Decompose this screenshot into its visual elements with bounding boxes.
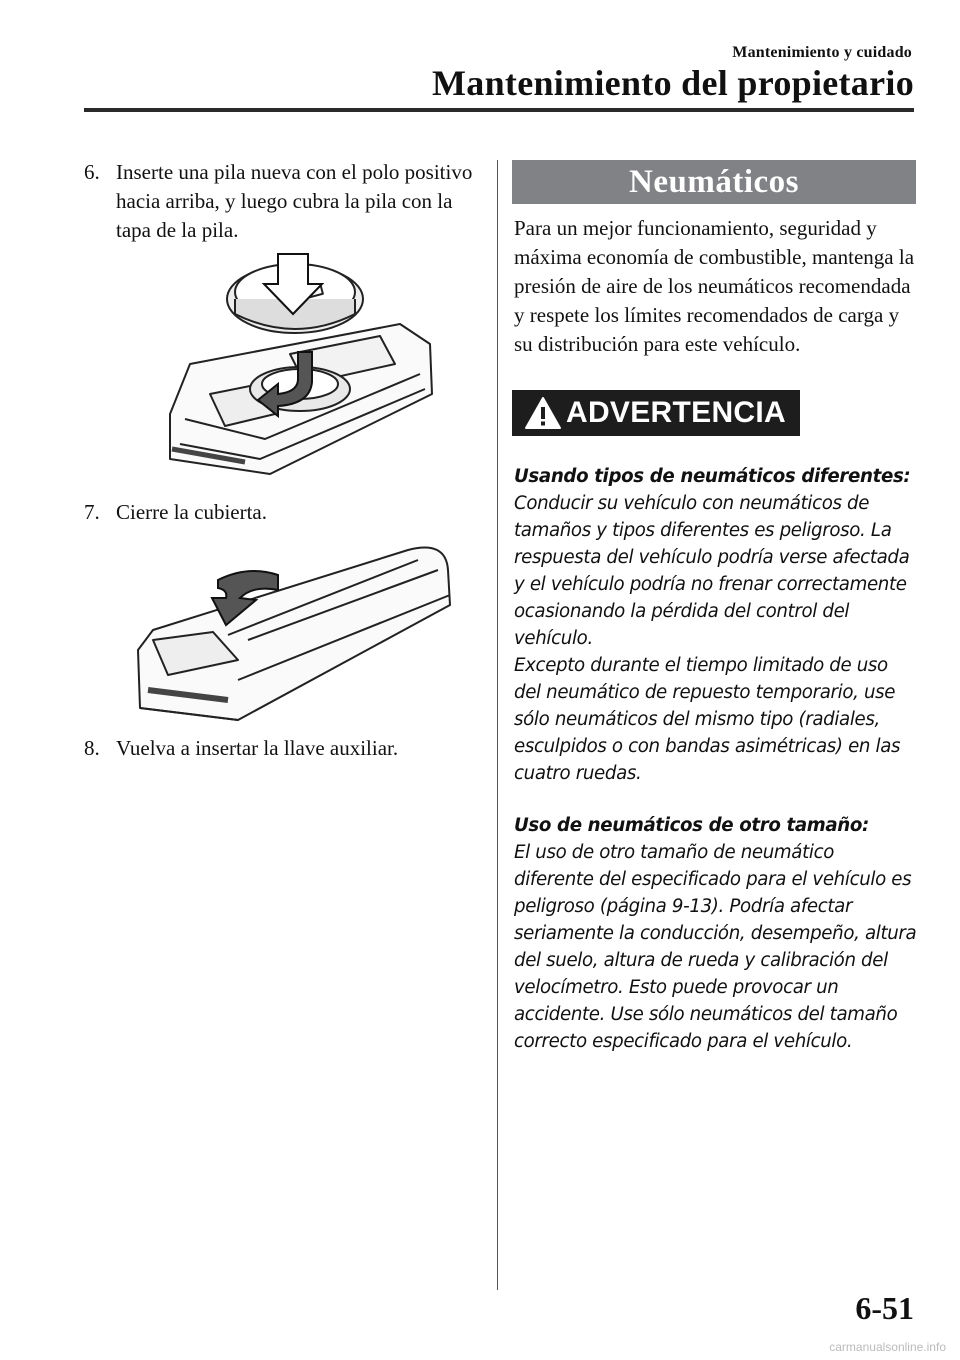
- warning-2-paragraph-1: El uso de otro tamaño de neumático diferente del especificado para el vehículo es peligroso (página 9-13). Podría afectar seriamente la conducción, desempeño, altura del suelo, altura de rueda y calibración del velocímetro. Esto puede provocar un accidente. Use sólo neumáticos del tamaño correcto especificado para el vehículo.: [514, 842, 917, 1052]
- step-8: [84, 734, 516, 763]
- warning-triangle-icon: [524, 396, 562, 430]
- warning-label: [512, 390, 800, 436]
- step-7-text: Cierre la cubierta.: [116, 500, 267, 524]
- chapter-title: Mantenimiento del propietario: [432, 63, 914, 103]
- step-7-number: 7.: [84, 500, 100, 524]
- section-banner: Neumáticos: [512, 160, 916, 204]
- warning-block-1: [514, 463, 918, 787]
- step-8-text: Vuelva a insertar la llave auxiliar.: [116, 736, 399, 760]
- warning-label-text: ADVERTENCIA: [566, 396, 786, 429]
- battery-insert-illustration: [150, 244, 440, 484]
- site-watermark: carmanualsonline.info: [829, 1340, 946, 1354]
- close-cover-illustration: [128, 540, 458, 725]
- warning-1-paragraph-2: Excepto durante el tiempo limitado de uso del neumático de repuesto temporario, use sólo neumáticos del mismo tipo (radiales, esculpidos o con bandas asimétricas) en las cuatro ruedas.: [514, 655, 901, 784]
- step-6: [84, 158, 484, 245]
- warning-block-2: [514, 812, 918, 1055]
- step-6-text: Inserte una pila nueva con el polo positivo hacia arriba, y luego cubra la pila con la tapa de la pila.: [116, 160, 473, 242]
- right-column: [512, 160, 916, 359]
- step-8-number: 8.: [84, 736, 100, 760]
- warning-1-paragraph-1: Conducir su vehículo con neumáticos de tamaños y tipos diferentes es peligroso. La respuesta del vehículo podría verse afectada y el vehículo podría no frenar correctamente ocasionando la pérdida del control del vehículo.: [514, 493, 910, 649]
- step-7: [84, 498, 516, 527]
- header-rule: [84, 108, 914, 112]
- step-6-number: 6.: [84, 160, 100, 184]
- warning-2-title: Uso de neumáticos de otro tamaño:: [514, 815, 869, 836]
- column-divider: [497, 160, 498, 1290]
- warning-1-title: Usando tipos de neumáticos diferentes:: [514, 466, 911, 487]
- intro-paragraph: Para un mejor funcionamiento, seguridad y máxima economía de combustible, mantenga la presión de aire de los neumáticos recomendada y respete los límites recomendados de carga y su distribución para este vehículo.: [514, 216, 915, 356]
- page-number: 6-51: [855, 1290, 914, 1326]
- section-title: Mantenimiento y cuidado: [732, 44, 912, 61]
- left-column: [84, 158, 484, 245]
